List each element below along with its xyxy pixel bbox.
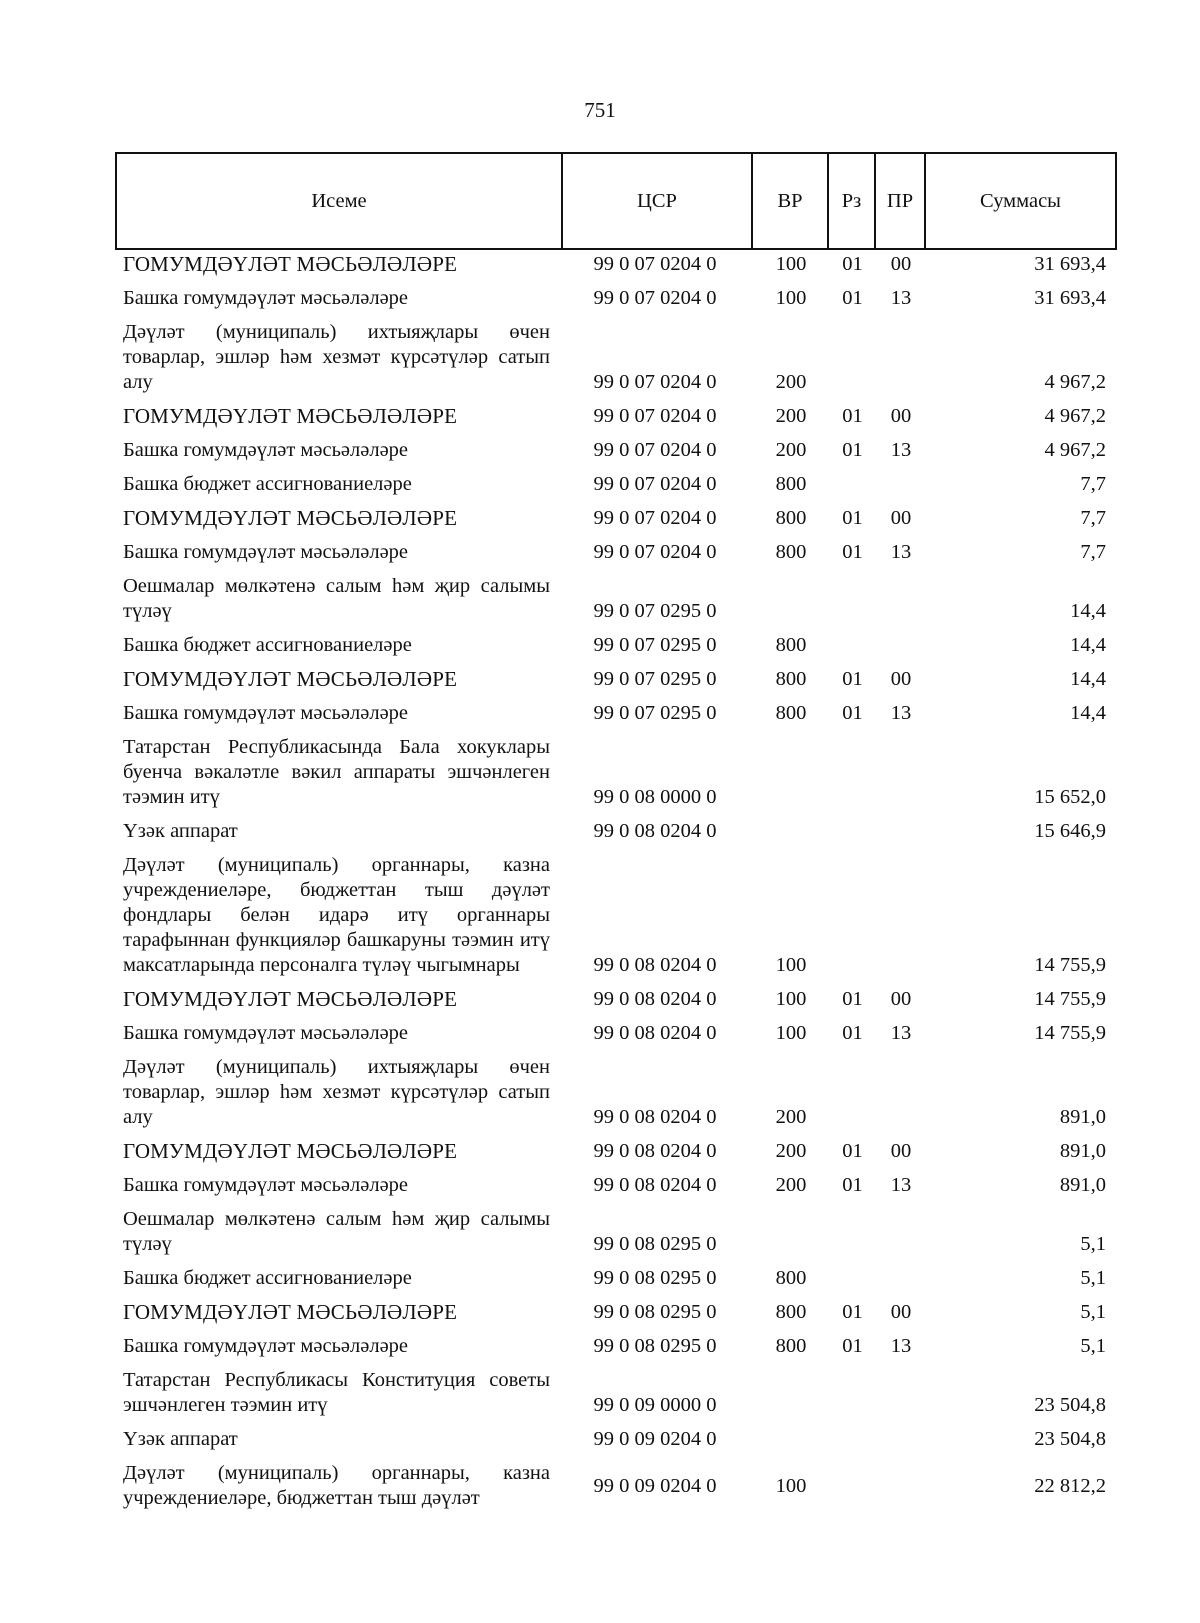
cell-sum: 23 504,8: [1034, 1394, 1106, 1416]
cell-rz: 01: [842, 702, 863, 724]
cell-rz: [828, 813, 875, 847]
cell-pr: 00: [890, 1301, 912, 1323]
cell-vr: 800: [775, 507, 807, 529]
cell-rz: [828, 314, 875, 398]
cell-pr: 13: [890, 702, 912, 724]
cell-name: Дәүләт (муниципаль) ихтыяҗлары өчен товарлар, эшләр һәм хезмәт күрсәтүләр сатып алу: [123, 1056, 550, 1128]
table-row: [116, 1133, 1116, 1167]
cell-vr: 800: [775, 473, 807, 495]
cell-name: Үзәк аппарат: [123, 820, 238, 842]
header-vr: ВР: [752, 153, 828, 249]
cell-sum: 891,0: [1059, 1174, 1106, 1196]
table-row: [116, 729, 1116, 813]
table-row: [116, 813, 1116, 847]
cell-name: ГОМУМДӘҮЛӘТ МӘСЬӘЛӘЛӘРЕ: [123, 252, 458, 276]
cell-vr: 800: [775, 1335, 807, 1357]
cell-sum: 15 646,9: [1034, 820, 1106, 842]
header-name: Исеме: [116, 153, 562, 249]
cell-name: Башка гомумдәүләт мәсьәләләре: [123, 1174, 409, 1196]
cell-pr: [875, 813, 925, 847]
cell-csr: 99 0 08 0204 0: [593, 954, 717, 976]
cell-sum: 7,7: [1080, 473, 1106, 495]
cell-csr: 99 0 07 0204 0: [593, 507, 717, 529]
cell-rz: [828, 729, 875, 813]
cell-rz: 01: [842, 439, 863, 461]
cell-pr: 13: [890, 1335, 912, 1357]
table-row: [116, 1201, 1116, 1260]
cell-sum: 7,7: [1080, 541, 1106, 563]
cell-sum: 14 755,9: [1034, 954, 1106, 976]
cell-vr: 800: [775, 702, 807, 724]
table-row: [116, 1260, 1116, 1294]
cell-csr: 99 0 08 0204 0: [593, 1022, 717, 1044]
cell-pr: [875, 1201, 925, 1260]
cell-pr: [875, 847, 925, 981]
header-rz: Рз: [828, 153, 875, 249]
cell-sum: 5,1: [1080, 1335, 1106, 1357]
cell-name: ГОМУМДӘҮЛӘТ МӘСЬӘЛӘЛӘРЕ: [123, 1300, 458, 1324]
cell-name: ГОМУМДӘҮЛӘТ МӘСЬӘЛӘЛӘРЕ: [123, 506, 458, 530]
cell-pr: 13: [890, 439, 912, 461]
cell-sum: 22 812,2: [1034, 1474, 1106, 1497]
cell-rz: [828, 627, 875, 661]
page-number: 751: [584, 98, 616, 122]
cell-vr: [752, 568, 828, 627]
table-row: [116, 1167, 1116, 1201]
cell-sum: 5,1: [1080, 1267, 1106, 1289]
table-row: [116, 1455, 1116, 1514]
cell-pr: 00: [890, 253, 912, 275]
cell-pr: [875, 1455, 925, 1514]
cell-rz: [828, 1201, 875, 1260]
cell-rz: [828, 1362, 875, 1421]
table-row: [116, 534, 1116, 568]
cell-sum: 14,4: [1070, 702, 1106, 724]
cell-name: Башка гомумдәүләт мәсьәләләре: [123, 1022, 409, 1044]
cell-vr: 200: [775, 1140, 807, 1162]
cell-pr: 13: [890, 541, 912, 563]
cell-pr: [875, 1260, 925, 1294]
cell-sum: 15 652,0: [1034, 786, 1106, 808]
table-row: [116, 1421, 1116, 1455]
cell-pr: [875, 627, 925, 661]
cell-name: Башка гомумдәүләт мәсьәләләре: [123, 287, 409, 309]
cell-sum: 4 967,2: [1044, 405, 1106, 427]
cell-sum: 4 967,2: [1044, 439, 1106, 461]
cell-csr: 99 0 08 0295 0: [593, 1301, 717, 1323]
cell-name: Башка гомумдәүләт мәсьәләләре: [123, 541, 409, 563]
cell-csr: 99 0 08 0295 0: [593, 1233, 717, 1255]
cell-csr: 99 0 07 0204 0: [593, 287, 717, 309]
cell-sum: 7,7: [1080, 507, 1106, 529]
cell-sum: 31 693,4: [1034, 253, 1106, 275]
cell-sum: 31 693,4: [1034, 287, 1106, 309]
cell-rz: 01: [842, 988, 863, 1010]
table-row: [116, 847, 1116, 981]
cell-vr: [752, 1421, 828, 1455]
cell-vr: 800: [775, 541, 807, 563]
cell-name: ГОМУМДӘҮЛӘТ МӘСЬӘЛӘЛӘРЕ: [123, 667, 458, 691]
cell-name: Башка гомумдәүләт мәсьәләләре: [123, 439, 409, 461]
cell-csr: 99 0 08 0204 0: [593, 1140, 717, 1162]
table-row: [116, 432, 1116, 466]
cell-vr: 200: [775, 1106, 807, 1128]
cell-name: Башка бюджет ассигнованиеләре: [123, 1267, 412, 1289]
cell-name: Оешмалар мөлкәтенә салым һәм җир салымы түләү: [123, 575, 550, 622]
cell-csr: 99 0 09 0204 0: [593, 1474, 717, 1497]
cell-pr: 13: [890, 1174, 912, 1196]
table-row: [116, 627, 1116, 661]
cell-pr: 00: [890, 668, 912, 690]
cell-csr: 99 0 07 0295 0: [593, 600, 717, 622]
cell-pr: [875, 1049, 925, 1133]
cell-rz: [828, 1260, 875, 1294]
table-row: [116, 500, 1116, 534]
cell-sum: 14,4: [1070, 668, 1106, 690]
cell-pr: 00: [890, 405, 912, 427]
cell-name: Башка бюджет ассигнованиеләре: [123, 634, 412, 656]
cell-pr: 00: [890, 507, 912, 529]
header-pr: ПР: [875, 153, 925, 249]
cell-csr: 99 0 07 0204 0: [593, 405, 717, 427]
cell-csr: 99 0 09 0000 0: [593, 1394, 717, 1416]
table-row: [116, 1328, 1116, 1362]
table-row: [116, 1294, 1116, 1328]
table-row: [116, 568, 1116, 627]
cell-vr: 200: [775, 439, 807, 461]
header-csr: ЦСР: [562, 153, 752, 249]
table-row: [116, 981, 1116, 1015]
cell-vr: 800: [775, 1267, 807, 1289]
cell-rz: 01: [842, 405, 863, 427]
cell-rz: [828, 1421, 875, 1455]
cell-csr: 99 0 08 0204 0: [593, 820, 717, 842]
cell-csr: 99 0 08 0000 0: [593, 786, 717, 808]
cell-csr: 99 0 08 0295 0: [593, 1335, 717, 1357]
cell-csr: 99 0 08 0295 0: [593, 1267, 717, 1289]
cell-pr: 13: [890, 1022, 912, 1044]
cell-name: Дәүләт (муниципаль) органнары, казна учреждениеләре, бюджеттан тыш дәүләт фондлары белән идарә итү органнары тарафыннан функцияләр башкаруны тәэмин итү максатларында персоналга түләү чыгымнары: [123, 854, 550, 976]
cell-vr: [752, 1362, 828, 1421]
table-row: [116, 280, 1116, 314]
cell-csr: 99 0 07 0204 0: [593, 253, 717, 275]
cell-sum: 891,0: [1059, 1140, 1106, 1162]
cell-sum: 23 504,8: [1034, 1428, 1106, 1450]
table-row: [116, 466, 1116, 500]
budget-table: [115, 152, 1117, 1514]
cell-name: Дәүләт (муниципаль) органнары, казна учреждениеләре, бюджеттан тыш дәүләт: [123, 1462, 550, 1509]
cell-rz: 01: [842, 668, 863, 690]
cell-vr: 100: [775, 1022, 807, 1044]
cell-rz: 01: [842, 1301, 863, 1323]
cell-vr: 100: [775, 287, 807, 309]
cell-vr: 800: [775, 634, 807, 656]
cell-csr: 99 0 08 0204 0: [593, 988, 717, 1010]
cell-csr: 99 0 09 0204 0: [593, 1428, 717, 1450]
cell-csr: 99 0 07 0204 0: [593, 541, 717, 563]
cell-sum: 891,0: [1059, 1106, 1106, 1128]
cell-csr: 99 0 07 0204 0: [593, 371, 717, 393]
cell-rz: [828, 847, 875, 981]
cell-sum: 14,4: [1070, 634, 1106, 656]
cell-csr: 99 0 07 0295 0: [593, 634, 717, 656]
cell-pr: [875, 1421, 925, 1455]
cell-name: Дәүләт (муниципаль) ихтыяҗлары өчен товарлар, эшләр һәм хезмәт күрсәтүләр сатып алу: [123, 321, 550, 393]
cell-name: Татарстан Республикасы Конституция советы эшчәнлеген тәэмин итү: [123, 1369, 550, 1416]
cell-vr: 100: [775, 954, 807, 976]
cell-pr: 13: [890, 287, 912, 309]
cell-pr: [875, 314, 925, 398]
table-row: [116, 249, 1116, 280]
table-row: [116, 1362, 1116, 1421]
cell-name: ГОМУМДӘҮЛӘТ МӘСЬӘЛӘЛӘРЕ: [123, 987, 458, 1011]
cell-name: Башка гомумдәүләт мәсьәләләре: [123, 1335, 409, 1357]
cell-name: Башка гомумдәүләт мәсьәләләре: [123, 702, 409, 724]
header-sum: Суммасы: [925, 153, 1116, 249]
cell-sum: 4 967,2: [1044, 371, 1106, 393]
cell-rz: 01: [842, 253, 863, 275]
cell-vr: 200: [775, 371, 807, 393]
cell-rz: 01: [842, 541, 863, 563]
cell-name: Үзәк аппарат: [123, 1428, 238, 1450]
cell-vr: 200: [775, 1174, 807, 1196]
table-row: [116, 1015, 1116, 1049]
cell-csr: 99 0 07 0295 0: [593, 702, 717, 724]
cell-vr: 100: [775, 253, 807, 275]
cell-sum: 14 755,9: [1034, 988, 1106, 1010]
cell-sum: 5,1: [1080, 1301, 1106, 1323]
cell-vr: 100: [775, 988, 807, 1010]
cell-name: ГОМУМДӘҮЛӘТ МӘСЬӘЛӘЛӘРЕ: [123, 404, 458, 428]
cell-rz: [828, 466, 875, 500]
cell-pr: 00: [890, 1140, 912, 1162]
cell-rz: [828, 1455, 875, 1514]
cell-rz: 01: [842, 287, 863, 309]
cell-vr: 800: [775, 668, 807, 690]
cell-vr: 100: [775, 1474, 807, 1497]
cell-name: ГОМУМДӘҮЛӘТ МӘСЬӘЛӘЛӘРЕ: [123, 1139, 458, 1163]
cell-csr: 99 0 08 0204 0: [593, 1174, 717, 1196]
cell-name: Башка бюджет ассигнованиеләре: [123, 473, 412, 495]
cell-sum: 14 755,9: [1034, 1022, 1106, 1044]
cell-rz: [828, 1049, 875, 1133]
cell-csr: 99 0 08 0204 0: [593, 1106, 717, 1128]
cell-rz: 01: [842, 1174, 863, 1196]
cell-pr: [875, 729, 925, 813]
cell-rz: 01: [842, 1140, 863, 1162]
table-row: [116, 398, 1116, 432]
cell-vr: 800: [775, 1301, 807, 1323]
table-row: [116, 695, 1116, 729]
cell-rz: 01: [842, 1335, 863, 1357]
cell-pr: [875, 466, 925, 500]
cell-vr: [752, 813, 828, 847]
table-header: [116, 153, 1116, 249]
cell-vr: [752, 1201, 828, 1260]
cell-sum: 5,1: [1080, 1233, 1106, 1255]
cell-pr: 00: [890, 988, 912, 1010]
table-row: [116, 661, 1116, 695]
table-body: [116, 249, 1116, 1514]
table-row: [116, 1049, 1116, 1133]
cell-rz: 01: [842, 1022, 863, 1044]
cell-pr: [875, 568, 925, 627]
cell-vr: [752, 729, 828, 813]
cell-csr: 99 0 07 0204 0: [593, 439, 717, 461]
cell-rz: 01: [842, 507, 863, 529]
cell-pr: [875, 1362, 925, 1421]
cell-name: Оешмалар мөлкәтенә салым һәм җир салымы түләү: [123, 1208, 550, 1255]
cell-csr: 99 0 07 0295 0: [593, 668, 717, 690]
cell-vr: 200: [775, 405, 807, 427]
cell-name: Татарстан Республикасында Бала хокуклары буенча вәкаләтле вәкил аппараты эшчәнлеген тәэмин итү: [123, 736, 550, 808]
cell-csr: 99 0 07 0204 0: [593, 473, 717, 495]
cell-sum: 14,4: [1070, 600, 1106, 622]
table-row: [116, 314, 1116, 398]
cell-rz: [828, 568, 875, 627]
